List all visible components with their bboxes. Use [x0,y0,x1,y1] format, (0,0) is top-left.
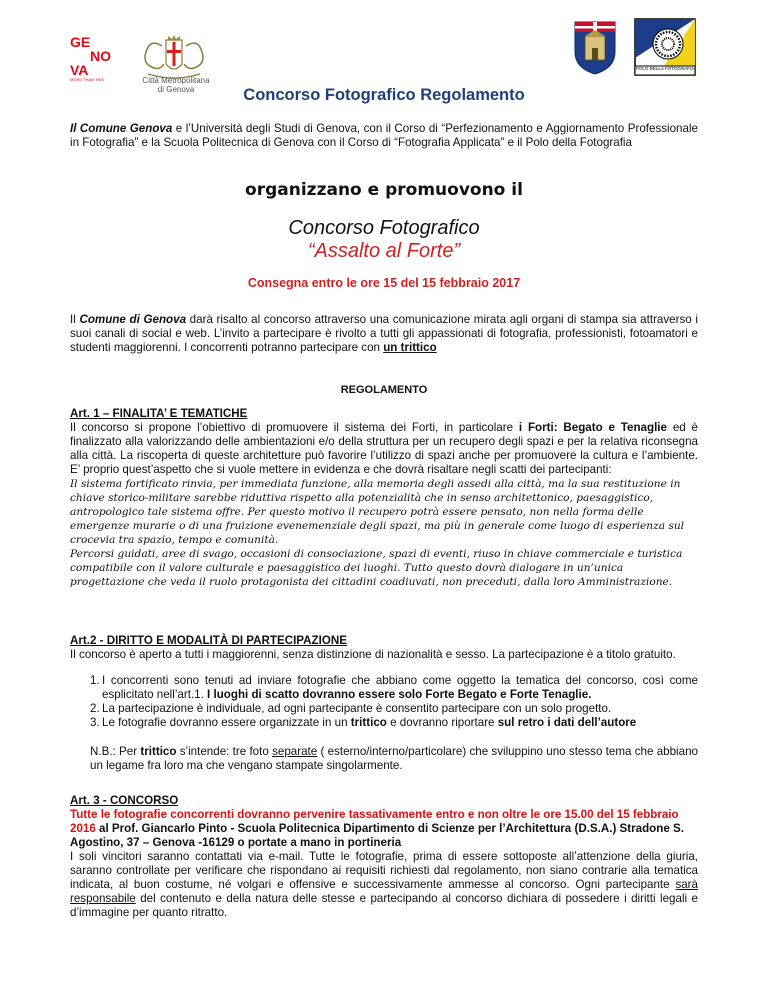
list-item [90,674,698,702]
nb-trittico: trittico [140,745,177,758]
art1-pre: Il concorso si propone l’obiettivo di promuovere il sistema dei Forti, in particolare [70,421,519,434]
article-2-heading: Art.2 - DIRITTO E MODALITÀ DI PARTECIPAZIONE [70,634,347,647]
p1-trittico: un trittico [383,341,437,354]
deadline-banner: Consegna entro le ore 15 del 15 febbraio 2017 [247,276,521,290]
article-3-paragraph [70,850,698,920]
p1-text: darà risalto al concorso attraverso una comunicazione mirata agli organi di stampa sia attraverso i suoi canali di social e web. L’invito a partecipare è rivolto a tutti gli appassionati di fotografia, professionisti, fotoamatori e studenti maggiorenni. I concorrenti potranno partecipare con [70,313,698,354]
art1-forti: i Forti: Begato e Tenaglie [518,421,667,434]
university-shield-logo [571,18,619,76]
nb-pre: N.B.: Per [90,745,141,758]
intro-subject: Il Comune Genova [70,122,173,135]
article-3 [70,794,698,920]
article-2 [70,634,698,662]
genova-logo-va: VA [70,62,89,78]
list-text-2: e dovranno riportare [386,716,498,729]
nb-note [90,745,698,773]
nb-separate: separate [272,745,318,758]
list-number: 1. [90,674,100,687]
list-bold: I luoghi di scatto dovranno essere solo Forte Begato e Forte Tenaglie. [207,688,592,701]
regolamento-heading: REGOLAMENTO [340,384,428,396]
art3-responsabile: sarà responsabile [70,878,698,905]
article-1-quote-1: Il sistema fortificato rinvia, per immediata funzione, alla memoria degli assedi alla città, ma la sua restituzione in chiave storico-militare sarebbe riduttiva rispetto alla potenzialità che in senso architettonico, paesaggistico, antropologico tale sistema offre. Per questo motivo il recupero potrà essere pensato, non nella forma delle emergenze murarie o di una fruizione evenemenziale degli spazi, ma più in generale come luogo di esperienza sul crocevia tra spazio, tempo e comunità. [70,478,685,546]
p1-subject: Comune di Genova [79,313,187,326]
intro-paragraph [70,122,698,150]
list-bold: trittico [350,716,387,729]
article-1 [70,407,698,589]
list-number: 2. [90,702,100,715]
polo-fotografia-label: POLO DELLA FOTOGRAFIA [635,66,695,71]
list-item [90,716,698,730]
art3-address: al Prof. Giancarlo Pinto - Scuola Politecnica Dipartimento di Scienze per l’Architettura (D.S.A.) Stradone S. Agostino, 37 – Genova -16129 o portate a mano in portineria [70,822,684,849]
list-number: 3. [90,716,100,729]
art3-post: del contenuto e della natura delle stesse e partecipando al concorso dichiara di possedere i diritti legali e d’immagine per quanto ritratto. [70,892,698,919]
article-1-heading: Art. 1 – FINALITA’ E TEMATICHE [70,407,248,420]
art3-pre: I soli vincitori saranno contattati via e-mail. Tutte le fotografie, prima di essere sottoposte all’attenzione della giuria, saranno controllate per verificare che rispondano ai requisiti richiesti dal regolamento, non siano contrarie alla tematica indicata, al buon costume, né volgari e offensive e successivamente ammesse al concorso. Ogni partecipante [70,850,698,891]
genova-logo [70,34,128,82]
genova-logo-ge: GE [70,34,91,50]
intro-text: e l’Università degli Studi di Genova, con il Corso di “Perfezionamento e Aggiornamento Professionale in Fotografia” e la Scuola Politecnica di Genova con il Corso di “Fotografia Applicata” e il Polo della Fotografia [70,122,698,149]
document-title: Concorso Fotografico Regolamento [243,86,525,104]
genova-logo-no: NO [90,48,111,64]
article-3-deadline [70,808,698,850]
organizzano-heading: organizzano e promuovono il [245,180,523,200]
article-2-paragraph: Il concorso è aperto a tutti i maggiorenni, senza distinzione di nazionalità e sesso. La partecipazione è a titolo gratuito. [70,648,676,661]
list-text: La partecipazione è individuale, ad ogni partecipante è consentito partecipare con un solo progetto. [102,702,612,715]
art3-deadline-red: Tutte le fotografie concorrenti dovranno pervenire tassativamente entro e non oltre le ore 15.00 del 15 febbraio 2016 [70,808,679,835]
list-text: I concorrenti sono tenuti ad inviare fotografie che abbiano come oggetto la tematica del concorso, così come esplicitato nell’art.1. [102,674,698,701]
list-item [90,702,698,716]
contest-title: Concorso Fotografico [288,217,480,239]
p1-pre: Il [70,313,80,326]
cm-label-line1: Città Metropolitana [142,76,210,85]
article-3-heading: Art. 3 - CONCORSO [70,794,179,807]
nb-post: ( esterno/interno/particolare) che sviluppino uno stesso tema che abbiano un legame fra loro ma che vengano stampate singolarmente. [90,745,698,772]
article-1-paragraph [70,421,698,477]
list-text: Le fotografie dovranno essere organizzate in un [102,716,351,729]
genova-logo-tagline: MORE THAN THIS [70,77,105,82]
article-2-list [90,674,698,730]
list-bold-2: sul retro i dati dell’autore [497,716,637,729]
article-1-quote-2: Percorsi guidati, aree di svago, occasioni di consociazione, spazi di eventi, riuso in chiave commerciale e turistica compatibile con il valore culturale e paesaggistico dei luoghi. Tutto questo dovrà dialogare in un’unica progettazione che veda il ruolo protagonista dei cittadini coadiuvati, non preceduti, dalla loro Amministrazione. [70,548,683,588]
contest-subtitle: “Assalto al Forte” [307,240,461,262]
contest-name [0,217,768,263]
cm-label-line2: di Genova [157,85,195,94]
communication-paragraph [70,313,698,355]
nb-mid: s’intende: tre foto [176,745,273,758]
art1-post: ed è finalizzato alla valorizzando delle ambientazioni e/o della struttura per un recupero degli spazi e per la relativa riconsegna alla città. La riscoperta di queste architetture può favorire l’utilizzo di spazi anche per promuovere la cultura e l’ambiente. E’ proprio quest’aspetto che si vuole mettere in evidenza e che dovrà risaltare negli scatti dei partecipanti: [70,421,698,476]
